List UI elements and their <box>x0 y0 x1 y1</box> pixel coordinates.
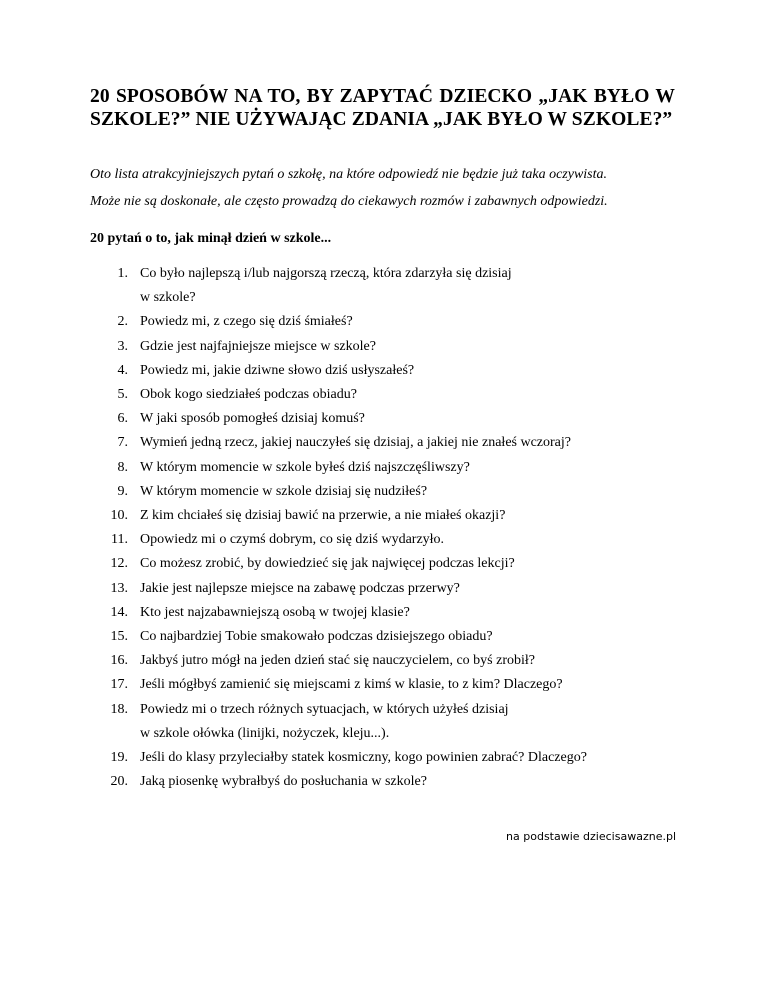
question-line: Jeśli do klasy przyleciałby statek kosmiczny, kogo powinien zabrać? Dlaczego? <box>140 750 587 766</box>
question-number: 13. <box>110 580 128 596</box>
question-text <box>140 552 690 576</box>
question-number: 3. <box>117 338 128 354</box>
question-number: 6. <box>117 411 128 427</box>
question-line: Co najbardziej Tobie smakowało podczas dzisiejszego obiadu? <box>140 629 493 645</box>
question-line: Co było najlepszą i/lub najgorszą rzeczą, która zdarzyła się dzisiaj <box>140 266 512 281</box>
question-line: w szkole ołówka (linijki, nożyczek, kleju...). <box>140 725 390 741</box>
question-number: 15. <box>110 629 128 645</box>
question-item <box>90 698 690 746</box>
question-text <box>140 504 690 528</box>
question-item <box>90 577 690 601</box>
question-line: Gdzie jest najfajniejsze miejsce w szkole? <box>140 338 376 354</box>
question-text <box>140 673 690 697</box>
question-line: W którym momencie w szkole byłeś dziś najszczęśliwszy? <box>140 459 470 475</box>
question-text <box>140 359 690 383</box>
intro-paragraph <box>90 161 690 215</box>
source-note: na podstawie dziecisawazne.pl <box>506 830 676 843</box>
question-number: 1. <box>117 266 128 281</box>
intro-line: Może nie są doskonałe, ale często prowadzą do ciekawych rozmów i zabawnych odpowiedzi. <box>90 194 608 209</box>
question-line: Powiedz mi, z czego się dziś śmiałeś? <box>140 314 353 330</box>
question-item <box>90 456 690 480</box>
question-item <box>90 480 690 504</box>
question-text <box>140 625 690 649</box>
question-number: 17. <box>110 677 128 693</box>
question-item <box>90 431 690 455</box>
question-line: w szkole? <box>140 290 196 306</box>
question-line: W jaki sposób pomogłeś dzisiaj komuś? <box>140 411 365 427</box>
question-number: 18. <box>110 701 128 717</box>
question-item <box>90 335 690 359</box>
question-line: Z kim chciałeś się dzisiaj bawić na przerwie, a nie miałeś okazji? <box>140 508 506 524</box>
question-text <box>140 262 690 310</box>
question-item <box>90 746 690 770</box>
question-line: Jaką piosenkę wybrałbyś do posłuchania w szkole? <box>140 774 427 790</box>
question-number: 14. <box>110 604 128 620</box>
question-text <box>140 407 690 431</box>
question-number: 8. <box>117 459 128 475</box>
question-line: Opowiedz mi o czymś dobrym, co się dziś wydarzyło. <box>140 532 445 548</box>
question-item <box>90 407 690 431</box>
question-item <box>90 673 690 697</box>
question-item <box>90 649 690 673</box>
question-item <box>90 310 690 334</box>
question-item <box>90 528 690 552</box>
question-line: Jeśli mógłbyś zamienić się miejscami z kimś w klasie, to z kim? Dlaczego? <box>140 677 563 693</box>
question-item <box>90 625 690 649</box>
section-heading: 20 pytań o to, jak minął dzień w szkole... <box>90 231 332 246</box>
question-text <box>140 431 690 455</box>
question-number: 4. <box>117 362 128 378</box>
question-number: 16. <box>110 653 128 669</box>
intro-line: Oto lista atrakcyjniejszych pytań o szkołę, na które odpowiedź nie będzie już taka oczywista. <box>90 167 608 182</box>
question-number: 20. <box>110 774 128 790</box>
question-item <box>90 359 690 383</box>
question-text <box>140 335 690 359</box>
question-item <box>90 601 690 625</box>
question-item <box>90 504 690 528</box>
question-line: Kto jest najzabawniejszą osobą w twojej klasie? <box>140 604 410 620</box>
document-title: 20 SPOSOBÓW NA TO, BY ZAPYTAĆ DZIECKO „JAK BYŁO W SZKOLE?” NIE UŻYWAJĄC ZDANIA „JAK BYŁO W SZKOLE?” <box>90 86 675 130</box>
question-text <box>140 480 690 504</box>
question-text <box>140 649 690 673</box>
question-number: 7. <box>117 435 128 451</box>
questions-list <box>90 262 690 794</box>
question-item <box>90 770 690 794</box>
question-line: Powiedz mi o trzech różnych sytuacjach, w których użyłeś dzisiaj <box>140 701 509 717</box>
question-number: 11. <box>111 532 128 548</box>
question-number: 19. <box>110 750 128 766</box>
question-line: Jakie jest najlepsze miejsce na zabawę podczas przerwy? <box>140 580 460 596</box>
question-text <box>140 577 690 601</box>
question-line: Wymień jedną rzecz, jakiej nauczyłeś się dzisiaj, a jakiej nie znałeś wczoraj? <box>140 435 571 451</box>
question-text <box>140 746 690 770</box>
question-number: 5. <box>117 387 128 403</box>
question-line: Powiedz mi, jakie dziwne słowo dziś usłyszałeś? <box>140 362 415 378</box>
question-text <box>140 383 690 407</box>
question-line: Obok kogo siedziałeś podczas obiadu? <box>140 387 357 403</box>
question-item <box>90 262 690 310</box>
question-number: 9. <box>117 483 128 499</box>
question-number: 10. <box>110 508 128 524</box>
question-number: 2. <box>117 314 128 330</box>
question-text <box>140 601 690 625</box>
question-line: Co możesz zrobić, by dowiedzieć się jak najwięcej podczas lekcji? <box>140 556 515 572</box>
question-item <box>90 552 690 576</box>
question-text <box>140 310 690 334</box>
question-text <box>140 698 690 746</box>
question-text <box>140 456 690 480</box>
question-number: 12. <box>110 556 128 572</box>
question-item <box>90 383 690 407</box>
question-line: W którym momencie w szkole dzisiaj się nudziłeś? <box>140 483 428 499</box>
question-text <box>140 770 690 794</box>
question-text <box>140 528 690 552</box>
question-line: Jakbyś jutro mógł na jeden dzień stać się nauczycielem, co byś zrobił? <box>140 653 535 669</box>
